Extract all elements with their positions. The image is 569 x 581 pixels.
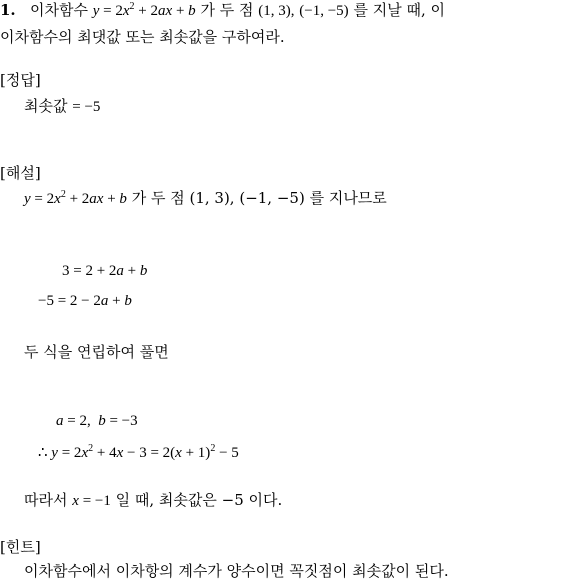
problem-point-1: (1, 3), <box>258 3 295 19</box>
solution-heading: [해설] <box>0 164 41 182</box>
problem-statement-line-2: 이차함수의 최댓값 또는 최솟값을 구하여라. <box>0 28 285 46</box>
answer-line <box>24 96 100 117</box>
hint-text: 이차함수에서 이차항의 계수가 양수이면 꼭짓점이 최솟값이 된다. <box>24 562 449 580</box>
equation-1: 3 = 2 + 2a + b <box>62 263 148 279</box>
solution-points-text: 가 두 점 (1, 3), (−1, −5) 를 지나므로 <box>131 189 387 207</box>
problem-statement-line-1 <box>0 0 445 21</box>
answer-value: = −5 <box>72 99 101 115</box>
problem-function: $y = 2x^2 + 2ax + b$ <box>92 1 196 19</box>
problem-text-prefix: 이차함수 <box>29 1 88 19</box>
solution-values: a = 2, b = −3 <box>56 413 138 429</box>
final-equation: ∴ $y = 2x^2 + 4x - 3 = 2(x + 1)^2 - 5$ <box>38 443 239 461</box>
solution-line-1 <box>24 188 387 209</box>
problem-text-suffix: 를 지날 때, 이 <box>353 1 445 19</box>
solution-function: $y = 2x^2 + 2ax + b$ <box>24 189 127 207</box>
conclusion: 따라서 x = −1 일 때, 최솟값은 −5 이다. <box>24 491 283 509</box>
combine-text: 두 식을 연립하여 풀면 <box>24 343 169 361</box>
answer-label: 최솟값 <box>24 97 68 115</box>
problem-number: 1. <box>0 1 16 19</box>
problem-point-2: (−1, −5) <box>299 3 349 19</box>
equation-2: −5 = 2 − 2a + b <box>38 293 132 309</box>
answer-heading: [정답] <box>0 71 41 89</box>
problem-text-mid: 가 두 점 <box>200 1 254 19</box>
hint-heading: [힌트] <box>0 538 41 556</box>
